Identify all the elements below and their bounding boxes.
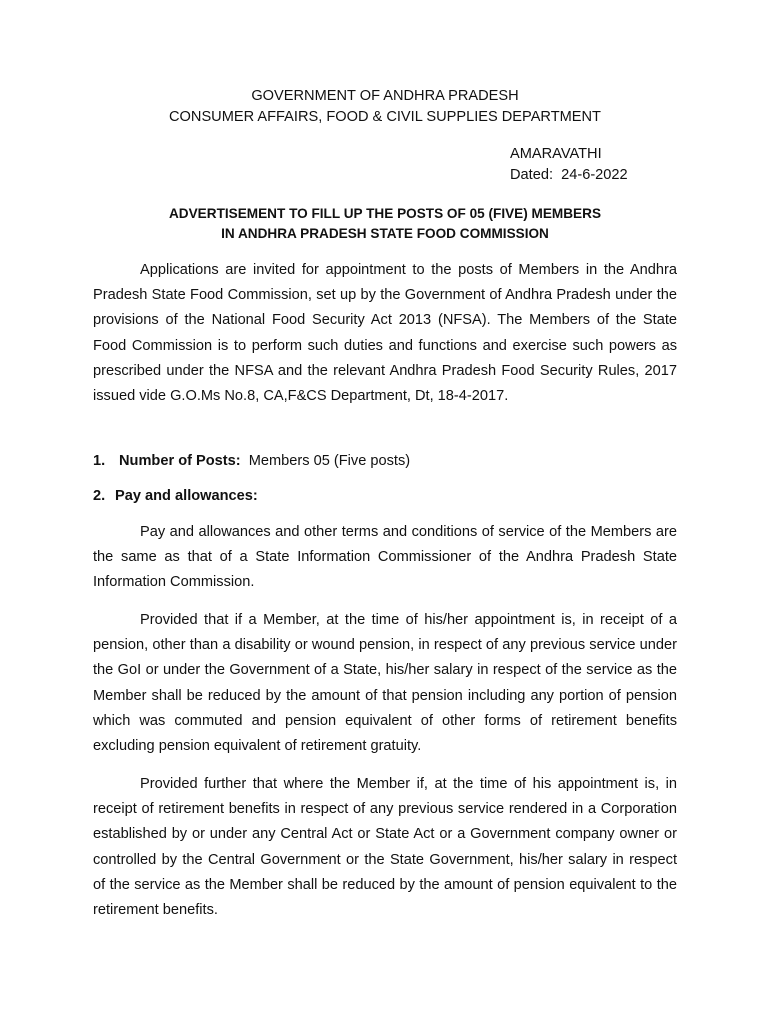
title-line-2: IN ANDHRA PRADESH STATE FOOD COMMISSION [221,226,549,241]
advertisement-title [93,204,677,244]
item-number: 2. [93,488,106,504]
number-of-posts-item [93,451,677,471]
pay-paragraph: Pay and allowances and other terms and conditions of service of the Members are the same as that of a State Information Commissioner of the Andhra Pradesh State Information Commission. [93,524,677,591]
item-label: Pay and allowances: [115,488,258,504]
proviso-paragraph-2: Provided further that where the Member if, at the time of his appointment is, in receipt of retirement benefits in respect of any previous service rendered in a Corporation established by or under any Central Act or State Act or a Government company owner or controlled by the Central Government or the State Government, his/her salary in respect of the service as the Member shall be reduced by the amount of pension equivalent to the retirement benefits. [93,776,677,919]
title-line-1: ADVERTISEMENT TO FILL UP THE POSTS OF 05 (FIVE) MEMBERS [168,206,602,221]
intro-paragraph: Applications are invited for appointment to the posts of Members in the Andhra Pradesh State Food Commission, set up by the Government of Andhra Pradesh under the provisions of the National Food Security Act 2013 (NFSA). The Members of the State Food Commission is to perform such duties and functions and exercise such powers as prescribed under the NFSA and the relevant Andhra Pradesh Food Security Rules, 2017 issued vide G.O.Ms No.8, CA,F&CS Department, Dt, 18-4-2017. [93,262,677,405]
item-value: Members 05 (Five posts) [248,453,411,469]
department-name: CONSUMER AFFAIRS, FOOD & CIVIL SUPPLIES DEPARTMENT [169,109,601,125]
place-date-block [510,144,628,186]
place-name: AMARAVATHI [510,146,602,162]
pay-allowances-heading [93,486,677,506]
government-name: GOVERNMENT OF ANDHRA PRADESH [251,88,519,104]
department-header [93,86,677,128]
item-label: Number of Posts: [119,453,241,469]
item-number: 1. [93,453,106,469]
date-line: Dated: 24-6-2022 [510,167,628,183]
proviso-paragraph-1: Provided that if a Member, at the time of his/her appointment is, in receipt of a pension, other than a disability or wound pension, in respect of any previous service under the GoI or under the Government of a State, his/her salary in respect of the service as the Member shall be reduced by the amount of that pension including any portion of pension which was commuted and pension equivalent of other forms of retirement benefits excluding pension equivalent of retirement gratuity. [93,612,677,755]
